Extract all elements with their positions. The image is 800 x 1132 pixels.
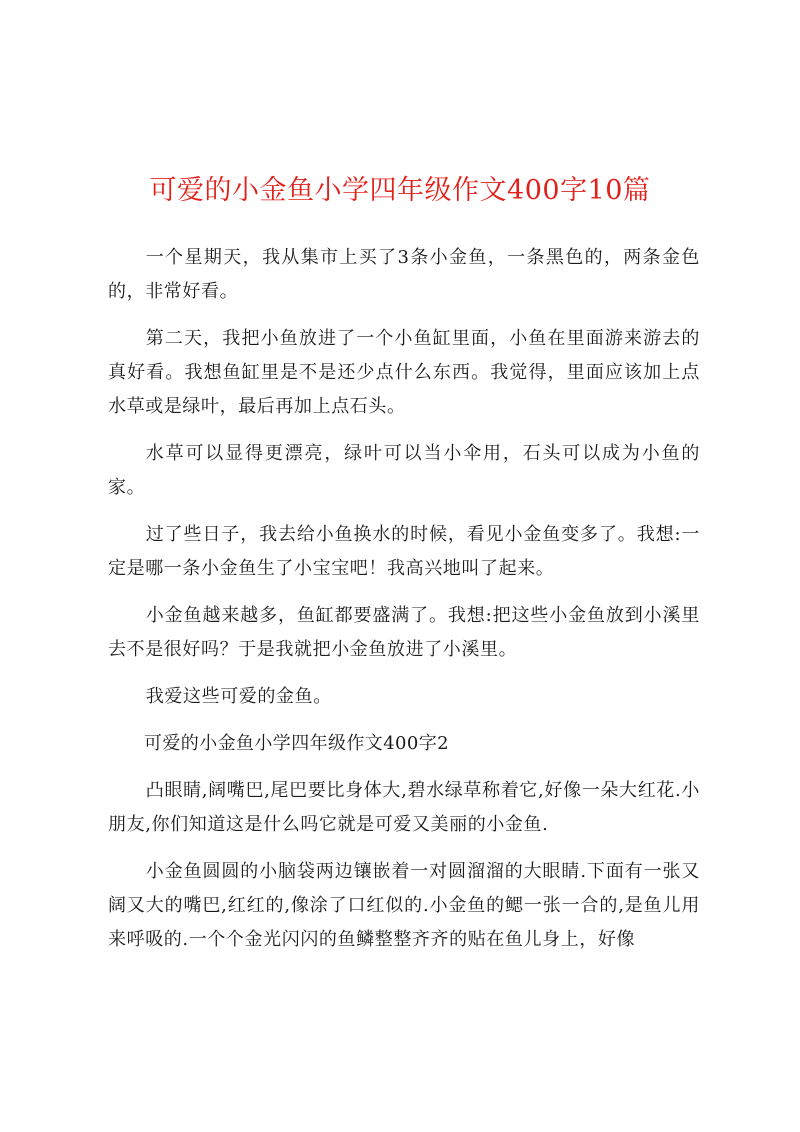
document-title: 可爱的小金鱼小学四年级作文400字10篇	[149, 175, 651, 206]
paragraph: 一个星期天，我从集市上买了3条小金鱼，一条黑色的，两条金色的，非常好看。	[108, 247, 700, 302]
paragraph: 第二天，我把小鱼放进了一个小鱼缸里面，小鱼在里面游来游去的真好看。我想鱼缸里是不是还少点什么东西。我觉得，里面应该加上点水草或是绿叶，最后再加上点石头。	[108, 328, 700, 417]
paragraph: 小金鱼圆圆的小脑袋两边镶嵌着一对圆溜溜的大眼睛.下面有一张又阔又大的嘴巴,红红的,像涂了口红似的.小金鱼的鳃一张一合的,是鱼儿用来呼吸的.一个个金光闪闪的鱼鳞整整齐齐的贴在鱼儿身上，好像	[108, 861, 700, 950]
paragraph: 过了些日子，我去给小鱼换水的时候，看见小金鱼变多了。我想:一定是哪一条小金鱼生了小宝宝吧！我高兴地叫了起来。	[108, 524, 700, 579]
paragraph: 我爱这些可爱的金鱼。	[145, 686, 332, 707]
paragraph: 小金鱼越来越多，鱼缸都要盛满了。我想:把这些小金鱼放到小溪里去不是很好吗？于是我就把小金鱼放进了小溪里。	[108, 605, 700, 660]
section-subheading: 可爱的小金鱼小学四年级作文400字2	[144, 733, 450, 754]
paragraph: 水草可以显得更漂亮，绿叶可以当小伞用，石头可以成为小鱼的家。	[108, 443, 700, 498]
paragraph: 凸眼睛,阔嘴巴,尾巴要比身体大,碧水绿草称着它,好像一朵大红花.小朋友,你们知道这是什么吗它就是可爱又美丽的小金鱼.	[108, 780, 700, 835]
document-body	[108, 241, 700, 970]
